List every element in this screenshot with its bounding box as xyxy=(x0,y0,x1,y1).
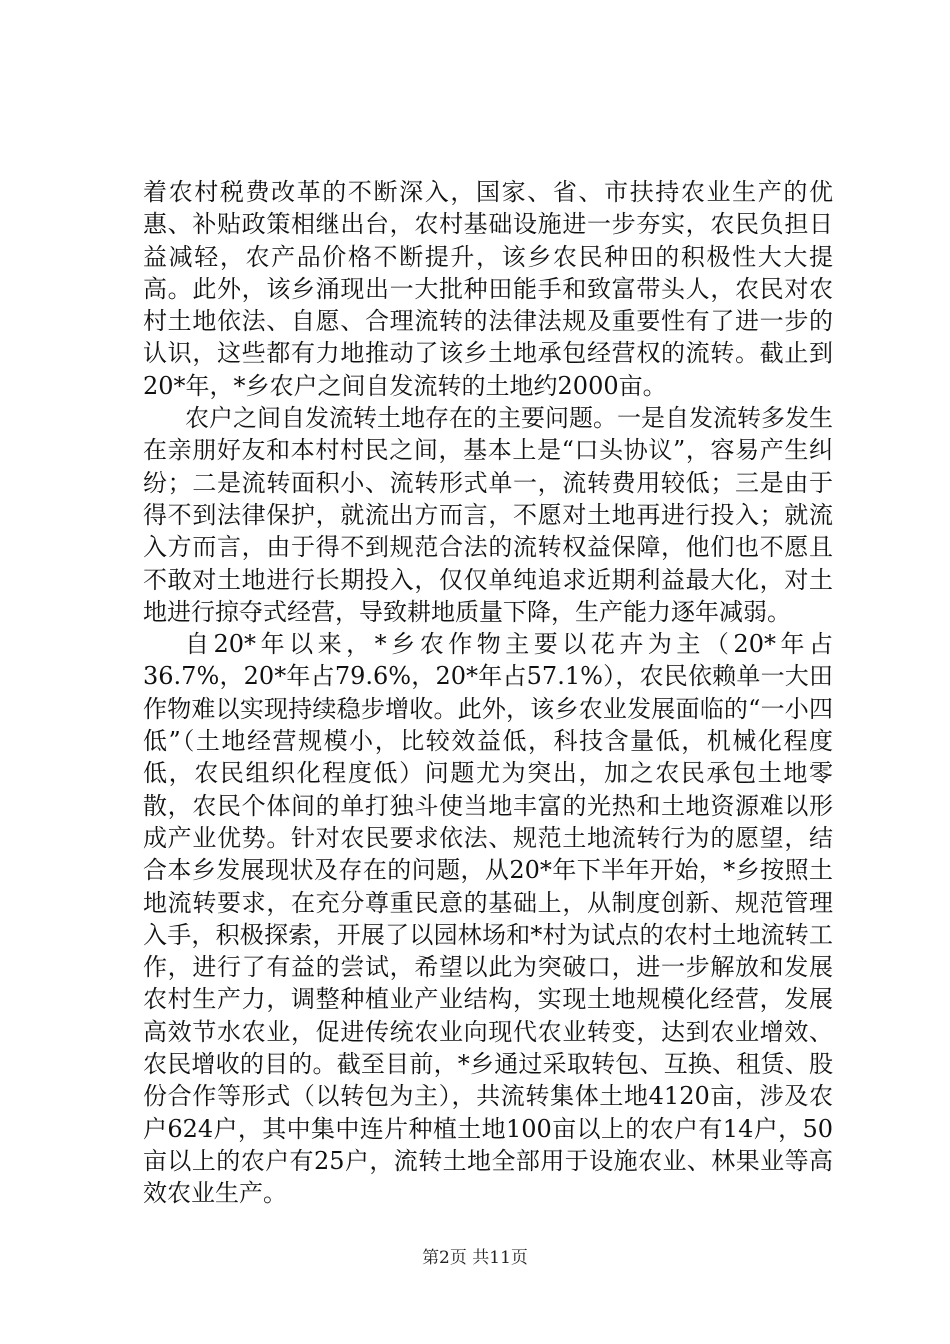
page-number-footer: 第2页 共11页 xyxy=(422,1248,528,1268)
document-body xyxy=(143,176,833,1210)
paragraph-2: 农户之间自发流转土地存在的主要问题。一是自发流转多发生在亲朋好友和本村村民之间，基本上是“口头协议”，容易产生纠纷；二是流转面积小、流转形式单一，流转费用较低；三是由于得不到法律保护，就流出方而言，不愿对土地再进行投入；就流入方而言，由于得不到规范合法的流转权益保障，他们也不愿且不敢对土地进行长期投入，仅仅单纯追求近期利益最大化，对土地进行掠夺式经营，导致耕地质量下降，生产能力逐年减弱。 xyxy=(143,404,833,626)
paragraph-1: 着农村税费改革的不断深入，国家、省、市扶持农业生产的优惠、补贴政策相继出台，农村基础设施进一步夯实，农民负担日益减轻，农产品价格不断提升，该乡农民种田的积极性大大提高。此外，该乡涌现出一大批种田能手和致富带头人，农民对农村土地依法、自愿、合理流转的法律法规及重要性有了进一步的认识，这些都有力地推动了该乡土地承包经营权的流转。截止到20*年，*乡农户之间自发流转的土地约2000亩。 xyxy=(143,178,833,400)
paragraph-3: 自20*年以来，*乡农作物主要以花卉为主（20*年占36.7%，20*年占79.6%，20*年占57.1%），农民依赖单一大田作物难以实现持续稳步增收。此外，该乡农业发展面临的“一小四低”（土地经营规模小，比较效益低，科技含量低，机械化程度低，农民组织化程度低）问题尤为突出，加之农民承包土地零散，农民个体间的单打独斗使当地丰富的光热和土地资源难以形成产业优势。针对农民要求依法、规范土地流转行为的愿望，结合本乡发展现状及存在的问题，从20*年下半年开始，*乡按照土地流转要求，在充分尊重民意的基础上，从制度创新、规范管理入手，积极探索，开展了以园林场和*村为试点的农村土地流转工作，进行了有益的尝试，希望以此为突破口，进一步解放和发展农村生产力，调整种植业产业结构，实现土地规模化经营，发展高效节水农业，促进传统农业向现代农业转变，达到农业增效、农民增收的目的。截至目前，*乡通过采取转包、互换、租赁、股份合作等形式（以转包为主），共流转集体土地4120亩，涉及农户624户，其中集中连片种植土地100亩以上的农户有14户，50亩以上的农户有25户，流转土地全部用于设施农业、林果业等高效农业生产。 xyxy=(143,630,833,1208)
